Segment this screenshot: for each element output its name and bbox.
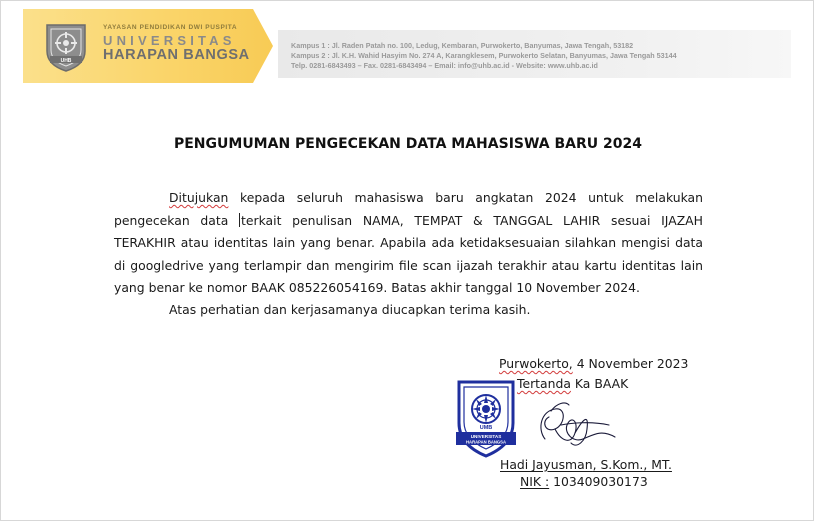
city-name: Purwokerto, <box>499 356 573 371</box>
campus-1-address: Kampus 1 : Jl. Raden Patah no. 100, Ledug, Kembaran, Purwokerto, Banyumas, Jawa Tengah, 53182 <box>291 41 634 50</box>
text-cursor <box>239 213 240 227</box>
nik-value: 103409030173 <box>549 474 648 489</box>
signer-nik <box>520 474 648 489</box>
paragraph-line-2-end: terkait penulisan NAMA, TEMPAT & TANGGAL LAHIR sesuai IJAZAH <box>241 212 703 228</box>
letterhead <box>23 9 791 83</box>
paragraph-line-1-text: kepada seluruh mahasiswa baru angkatan 2024 untuk melakukan <box>228 190 703 205</box>
signer-position: Ka BAAK <box>570 376 629 391</box>
campus-2-address: Kampus 2 : Jl. K.H. Wahid Hasyim No. 274 A, Karangklesem, Purwokerto Selatan, Banyumas, Jawa Tengah 53144 <box>291 51 677 60</box>
paragraph-line-2 <box>114 210 703 233</box>
paragraph-line-2-start: pengecekan data <box>114 212 240 228</box>
university-logo-icon <box>41 21 91 73</box>
city-date <box>499 356 688 371</box>
university-name: HARAPAN BANGSA <box>103 47 250 63</box>
closing-sentence: Atas perhatian dan kerjasamanya diucapkan terima kasih. <box>169 302 531 317</box>
foundation-name: YAYASAN PENDIDIKAN DWI PUSPITA <box>103 24 238 31</box>
logo-text: UHB <box>60 58 72 64</box>
paragraph-line-3: TERAKHIR atau identitas lain yang benar. Apabila ada ketidaksesuaian silahkan mengisi data <box>114 235 703 250</box>
signer-degree: , S.Kom., MT. <box>592 457 672 472</box>
announcement-paragraph[interactable] <box>114 187 703 300</box>
nik-label: NIK : <box>520 474 550 489</box>
signer-title-word: Tertanda <box>517 376 571 391</box>
paragraph-line-4: di googledrive yang terlampir dan mengirim file scan ijazah terakhir atau kartu identitas lain <box>114 257 703 273</box>
paragraph-line-1 <box>114 187 703 210</box>
signer-title <box>517 376 628 391</box>
university-word: UNIVERSITAS <box>103 33 236 48</box>
university-seal-stamp-icon <box>454 379 518 459</box>
handwritten-signature-icon <box>531 399 617 457</box>
spelling-flag-word: Ditujukan <box>169 190 229 205</box>
announcement-title: PENGUMUMAN PENGECEKAN DATA MAHASISWA BARU 2024 <box>173 136 642 152</box>
seal-text-3: HARAPAN BANGSA <box>466 439 506 445</box>
paragraph-line-5: yang benar ke nomor BAAK 085226054169. Batas akhir tanggal 10 November 2024. <box>114 280 640 295</box>
contact-line: Telp. 0281-6843493 – Fax. 0281-6843494 – Email: info@uhb.ac.id - Website: www.uhb.ac.id <box>291 61 598 70</box>
signer-name-text: Hadi Jayusman <box>500 457 593 472</box>
seal-text-2: UNIVERSITAS <box>470 434 502 439</box>
seal-text-1: UMB <box>479 425 493 431</box>
signer-name <box>500 457 672 472</box>
letter-date: 4 November 2023 <box>572 356 689 371</box>
